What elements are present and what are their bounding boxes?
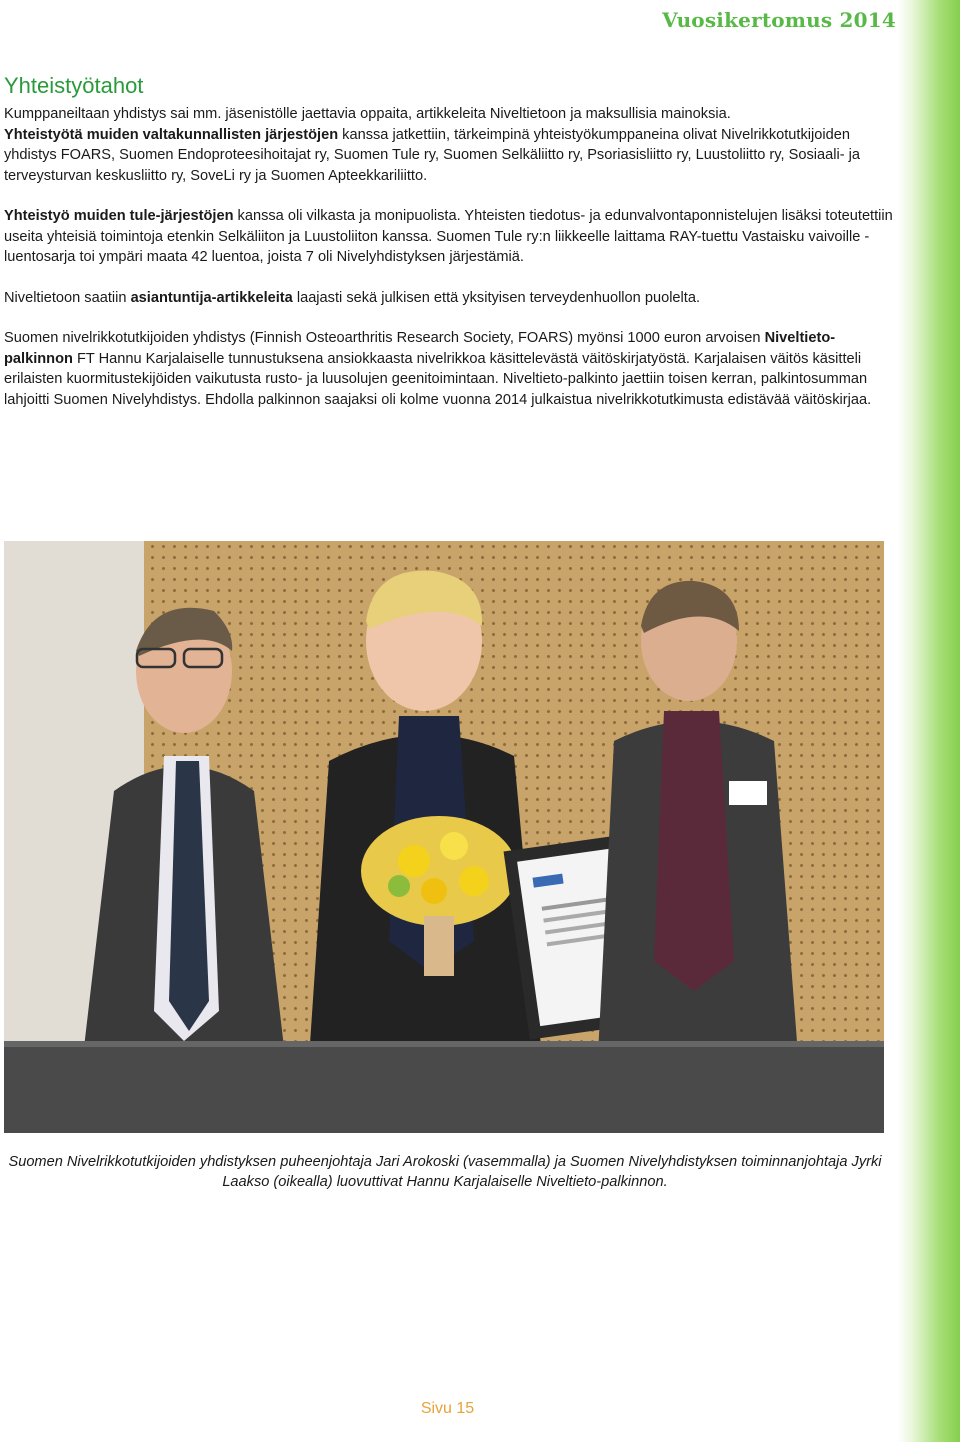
paragraph-award (4, 328, 904, 410)
bold-phrase: Yhteistyö muiden tule-järjestöjen (4, 208, 234, 224)
flower-bouquet (361, 816, 517, 926)
paragraph-text: kanssa jatkettiin, tärkeimpinä yhteistyökumppaneina olivat Nivelrikkotutkijoiden yhdistys FOARS, Suomen Endoproteesihoitajat ry, Suomen Tule ry, Suomen Selkäliitto ry, Psoriasisliitto ry, Luustoliitto ry, Sosiaali- ja terveysturvan keskusliitto ry, SoveLi ry ja Suomen Apteekkariliitto. (4, 126, 860, 184)
paragraph-text: Niveltietoon saatiin (4, 289, 131, 306)
section-heading: Yhteistyötahot (4, 72, 144, 98)
paragraph-text: kanssa oli vilkasta ja monipuolista. Yhteisten tiedotus- ja edunvalvontaponnistelujen lisäksi toteutettiin useita yhteisiä toimintoja etenkin Selkäliiton ja Luustoliiton kanssa. Suomen Tule ry:n liikkeelle laittama RAY-tuettu Vastaisku vaivoille -luentosarja toi ympäri maata 42 luentoa, joista 7 oli Nivelyhdistyksen järjestämiä. (4, 208, 893, 265)
paragraph-tule-organizations (4, 206, 904, 268)
bold-phrase: Yhteistyötä muiden valtakunnallisten järjestöjen (4, 126, 339, 143)
report-title: Vuosikertomus 2014 (662, 8, 896, 32)
bold-phrase: asiantuntija-artikkeleita (130, 289, 293, 306)
paragraph-sponsors: Kumppaneiltaan yhdistys sai mm. jäsenistölle jaettavia oppaita, artikkeleita Niveltietoon ja maksullisia mainoksia. (4, 106, 731, 122)
paragraph-expert-articles (4, 288, 904, 309)
paragraph-text: laajasti sekä julkisen että yksityisen terveydenhuollon puolelta. (292, 289, 701, 306)
chair-row (4, 1041, 884, 1133)
decorative-side-band (898, 0, 960, 1442)
paragraph-text: Suomen nivelrikkotutkijoiden yhdistys (Finnish Osteoarthritis Research Society, FOARS) myönsi 1000 euron arvoisen (4, 330, 765, 346)
award-photo (4, 541, 884, 1133)
article-body (4, 104, 904, 430)
page-number: Sivu 15 (420, 1400, 475, 1417)
bold-phrase: Niveltieto-palkinnon (4, 330, 836, 367)
paragraph-text: FT Hannu Karjalaiselle tunnustuksena ansiokkaasta nivelrikkoa käsittelevästä väitöskirjatyöstä. Karjalaisen väitös käsitteli erilaisten kuormitustekijöiden vaikutusta rusto- ja luusolujen geenitoimintaan. Niveltieto-palkinto jaettiin toisen kerran, palkintosumman lahjoitti Suomen Nivelyhdistys. Ehdolla palkinnon saajaksi oli kolme vuonna 2014 julkaistua nivelrikkotutkimusta edistävää väitöskirjaa. (4, 350, 872, 408)
award-photo-illustration (4, 541, 884, 1133)
paragraph-national-organizations (4, 125, 904, 187)
photo-caption: Suomen Nivelrikkotutkijoiden yhdistyksen puheenjohtaja Jari Arokoski (vasemmalla) ja Suomen Nivelyhdistyksen toiminnanjohtaja Jyrki Laakso (oikealla) luovuttivat Hannu Karjalaiselle Niveltieto-palkinnon. (8, 1154, 882, 1190)
